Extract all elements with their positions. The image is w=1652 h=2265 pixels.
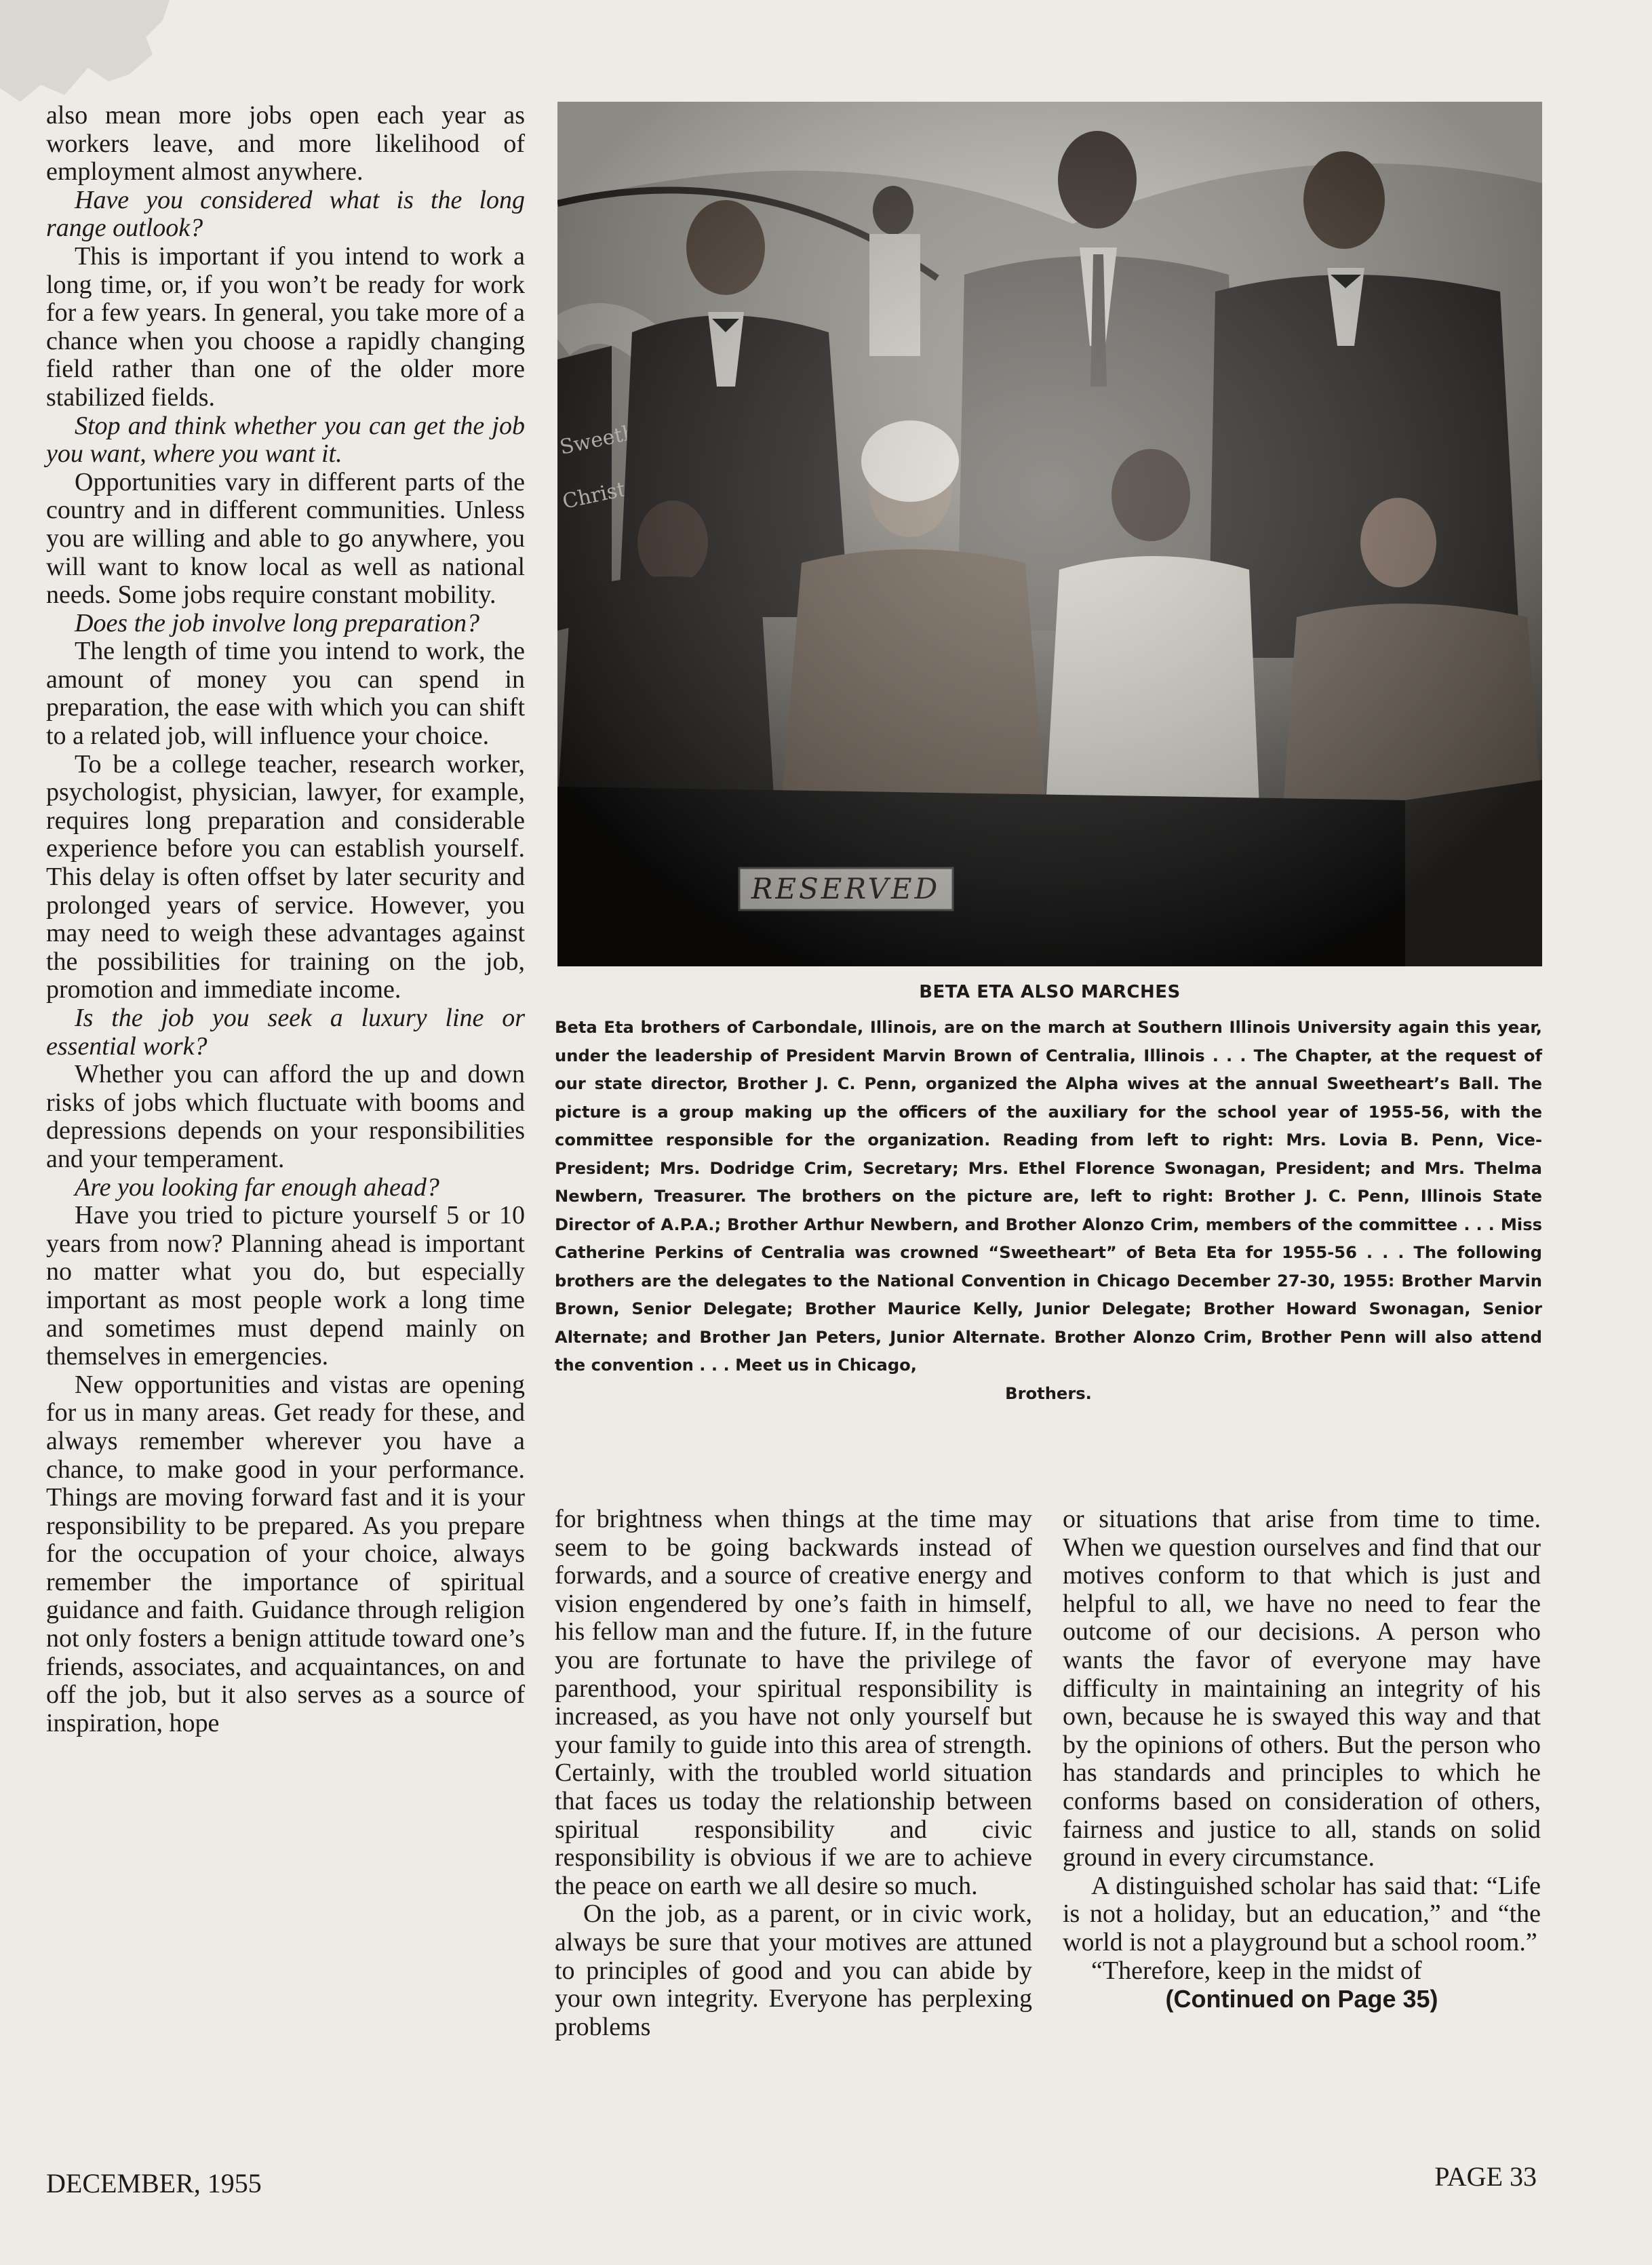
paragraph: Have you considered what is the long range outlook? (46, 185, 525, 243)
torn-corner (0, 0, 170, 109)
paragraph: or situations that arise from time to time. When we question ourselves and find that our motives conform to that which is just and helpful to all, we have no need to fear the outcome of our decisions. A person who wants the favor of everyone may have difficulty in maintaining an integrity of his own, because he is swayed this way and that by the opinions of others. But the person who has standards and principles to which he conforms based on consideration of others, fairness and justice to all, stands on solid ground in every circumstance. (1063, 1505, 1541, 1872)
caption-text: Beta Eta brothers of Carbondale, Illinois, are on the march at Southern Illinois University again this year, under the leadership of President Marvin Brown of Centralia, Illinois . . . The Chapter, at the request of our state director, Brother J. C. Penn, organized the Alpha wives at the annual Sweetheart’s Ball. The picture is a group making up the officers of the auxiliary for the school year of 1955-56, with the committee responsible for the organization. Reading from left to right: Mrs. Lovia B. Penn, Vice-President; Mrs. Dodridge Crim, Secretary; Mrs. Ethel Florence Swonagan, President; and Mrs. Thelma Newbern, Treasurer. The brothers on the picture are, left to right: Brother J. C. Penn, Illinois State Director of A.P.A.; Brother Arthur Newbern, and Brother Alonzo Crim, members of the committee . . . Miss Catherine Perkins of Centralia was crowned “Sweetheart” of Beta Eta for 1955-56 . . . The following brothers are the delegates to the National Convention in Chicago December 27-30, 1955: Brother Marvin Brown, Senior Delegate; Brother Maurice Kelly, Junior Delegate; Brother Howard Swonagan, Senior Alternate; and Brother Jan Peters, Junior Alternate. Brother Alonzo Crim, Brother Penn will also attend the convention . . . Meet us in Chicago, (555, 1018, 1542, 1375)
paragraph: Does the job involve long preparation? (75, 608, 479, 637)
footer-page-number: PAGE 33 (1434, 2161, 1537, 2192)
left-text-column (46, 102, 525, 1737)
paragraph: Stop and think whether you can get the job you want, where you want it. (46, 411, 525, 469)
paragraph: New opportunities and vistas are opening for us in many areas. Get ready for these, and always remember wherever you have a chance, to make good in your performance. Things are moving forward fast and it is your responsibility to be prepared. As you prepare for the occupation of your choice, always remember the importance of spiritual guidance and faith. Guidance through religion not only fosters a benign attitude toward one’s friends, associates, and acquaintances, on and off the job, but it also serves as a source of inspiration, hope (46, 1370, 525, 1737)
continued-notice: (Continued on Page 35) (1165, 1985, 1438, 2013)
paragraph: Is the job you seek a luxury line or essential work? (46, 1004, 525, 1061)
paragraph: also mean more jobs open each year as workers leave, and more likelihood of employment almost anywhere. (46, 101, 525, 186)
caption-closing: Brothers. (1005, 1383, 1092, 1403)
paragraph: Are you looking far enough ahead? (75, 1173, 439, 1202)
paragraph: The length of time you intend to work, the amount of money you can spend in preparation, the ease with which you can shift to a related job, will influence your choice. (46, 637, 525, 751)
footer-date: DECEMBER, 1955 (46, 2168, 262, 2199)
paragraph: “Therefore, keep in the midst of (1091, 1956, 1422, 1985)
paragraph: This is important if you intend to work a long time, or, if you won’t be ready for work for a few years. In general, you take more of a chance when you choose a rapidly changing field rather than one of the older more stabilized fields. (46, 241, 525, 412)
paragraph: On the job, as a parent, or in civic work, always be sure that your motives are attuned to principles of good and you can abide by your own integrity. Everyone has perplexing problems (555, 1899, 1032, 2041)
paragraph: To be a college teacher, research worker, psychologist, physician, lawyer, for example, requires long preparation and considerable experience before you can establish yourself. This delay is often offset by later security and prolonged years of service. However, you may need to weigh these advantages against the possibilities for training on the job, promotion and immediate income. (46, 749, 525, 1004)
paragraph: for brightness when things at the time may seem to be going backwards instead of forwards, and a source of creative energy and vision engendered by one’s faith in himself, his fellow man and the future. If, in the future you are fortunate to have the privilege of parenthood, your spiritual responsibility is increased, as you have not only yourself but your family to guide into this area of strength. Certainly, with the troubled world situation that faces us today the relationship between spiritual responsibility and civic responsibility is obvious if we are to achieve the peace on earth we all desire so much. (555, 1505, 1032, 1900)
caption-title: BETA ETA ALSO MARCHES (919, 982, 1181, 1002)
paragraph: Have you tried to picture yourself 5 or 10 years from now? Planning ahead is important no matter what you do, but especially important as most people work a long time and sometimes must depend mainly on themselves in emergencies. (46, 1201, 525, 1371)
group-photograph (557, 102, 1542, 966)
right-text-column (1063, 1505, 1541, 2013)
paragraph: A distinguished scholar has said that: “Life is not a holiday, but an education,” and “the world is not a playground but a school room.” (1063, 1871, 1541, 1956)
paragraph: Opportunities vary in different parts of the country and in different communities. Unless you are willing and able to go anywhere, you will want to know local as well as national needs. Some jobs require constant mobility. (46, 467, 525, 610)
middle-text-column (555, 1505, 1032, 2041)
paragraph: Whether you can afford the up and down risks of jobs which fluctuate with booms and depressions depends on your responsibilities and your temperament. (46, 1060, 525, 1173)
caption-body (555, 1014, 1542, 1408)
